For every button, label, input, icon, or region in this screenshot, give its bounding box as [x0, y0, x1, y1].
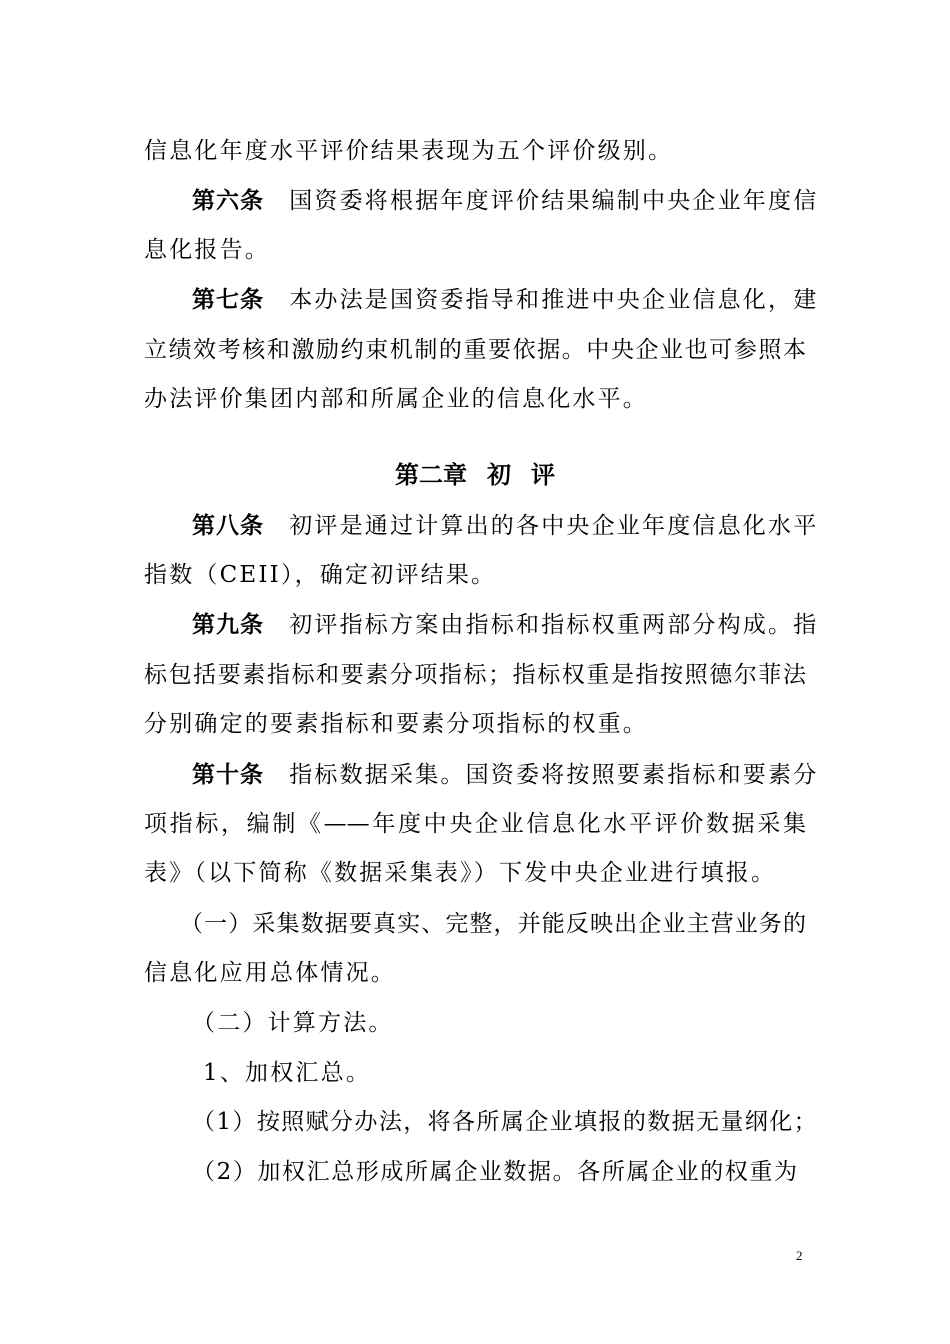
article-8-label: 第八条 [192, 513, 264, 539]
article-9-line-3: 分别确定的要素指标和要素分项指标的权重。 [144, 711, 648, 737]
article-6-line-2: 息化报告。 [144, 237, 270, 263]
sub-item-1a-line: （1）按照赋分办法，将各所属企业填报的数据无量纲化； [192, 1109, 819, 1135]
article-9-line-2: 标包括要素指标和要素分项指标；指标权重是指按照德尔菲法 [144, 662, 806, 688]
article-10-line-3: 表》（以下简称《数据采集表》）下发中央企业进行填报。 [144, 860, 777, 886]
article-8-line-1 [192, 510, 819, 542]
article-7-text: 本办法是国资委指导和推进中央企业信息化，建 [289, 287, 819, 313]
article-9-label: 第九条 [192, 612, 264, 638]
page-number: 2 [796, 1248, 803, 1263]
paragraph-line: 信息化年度水平评价结果表现为五个评价级别。 [144, 138, 674, 164]
article-6-text: 国资委将根据年度评价结果编制中央企业年度信 [289, 188, 819, 214]
chapter-heading: 第二章 初 评 [395, 461, 555, 489]
article-6-line-1 [192, 185, 819, 217]
article-9-line-1 [192, 609, 819, 641]
article-10-label: 第十条 [192, 762, 264, 788]
article-10-line-1 [192, 759, 819, 791]
article-9-text: 初评指标方案由指标和指标权重两部分构成。指 [289, 612, 819, 638]
article-7-line-2: 立绩效考核和激励约束机制的重要依据。中央企业也可参照本 [144, 337, 806, 363]
article-8-line-2: 指数（CEII），确定初评结果。 [144, 562, 497, 588]
sub-item-1-line: 1、加权汇总。 [203, 1060, 372, 1086]
article-7-label: 第七条 [192, 287, 264, 313]
article-7-line-3: 办法评价集团内部和所属企业的信息化水平。 [144, 386, 648, 412]
item-1-line-1: （一）采集数据要真实、完整，并能反映出企业主营业务的 [180, 911, 806, 937]
article-7-line-1 [192, 284, 819, 316]
article-10-line-2: 项指标，编制《——年度中央企业信息化水平评价数据采集 [144, 811, 806, 837]
item-2-line: （二）计算方法。 [192, 1010, 394, 1036]
article-6-label: 第六条 [192, 188, 264, 214]
sub-item-1b-line: （2）加权汇总形成所属企业数据。各所属企业的权重为 [192, 1159, 799, 1185]
item-1-line-2: 信息化应用总体情况。 [144, 960, 396, 986]
article-10-text: 指标数据采集。国资委将按照要素指标和要素分 [289, 762, 819, 788]
article-8-text: 初评是通过计算出的各中央企业年度信息化水平 [289, 513, 819, 539]
